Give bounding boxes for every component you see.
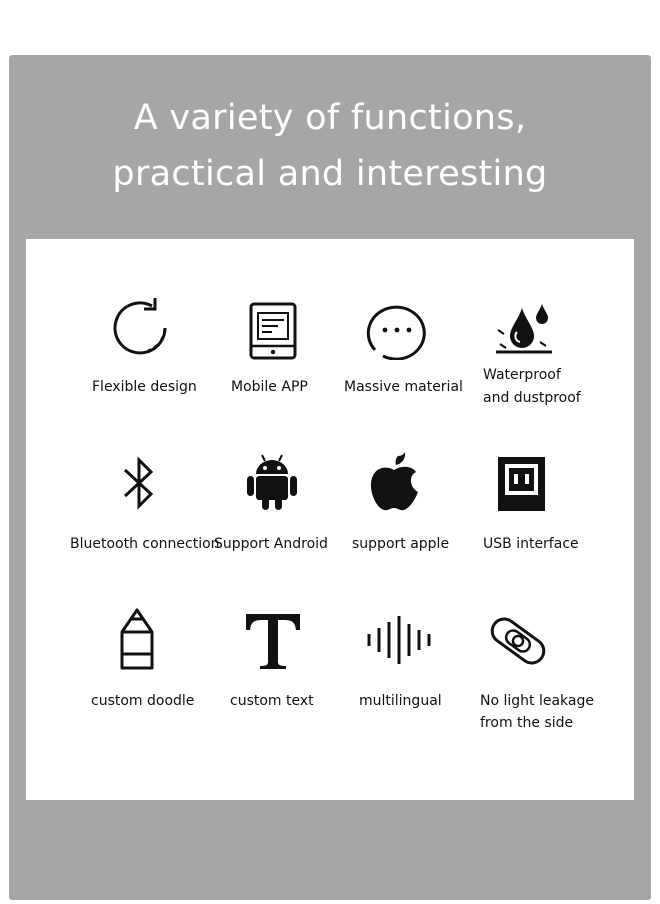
page-title-line-2: practical and interesting [112,154,548,194]
text-t-icon [244,612,302,670]
feature-label-bluetooth: Bluetooth connection [70,536,220,552]
feature-label-mobile-app: Mobile APP [231,379,308,395]
feature-label-custom-text: custom text [230,693,314,709]
apple-icon [368,452,420,512]
feature-label-flexible-design: Flexible design [92,379,197,395]
bluetooth-icon [119,454,159,512]
water-drop-icon [492,302,554,358]
feature-label-multilingual: multilingual [359,693,442,709]
refresh-icon [108,296,172,360]
feature-label-android: Support Android [214,536,328,552]
feature-label-no-light-leakage-line2: from the side [480,715,574,731]
light-seal-icon [486,612,550,670]
sound-wave-icon [366,614,432,666]
chat-bubble-icon [365,300,429,360]
feature-label-apple: support apple [352,536,450,552]
feature-label-waterproof: Waterproof [483,367,561,383]
pencil-icon [118,608,156,672]
page-title-line-1: A variety of functions, [133,98,527,138]
feature-label-massive-material: Massive material [344,379,463,395]
usb-icon [497,456,547,512]
android-icon [245,452,299,512]
feature-label-waterproof-line2: and dustproof [483,390,581,406]
feature-label-custom-doodle: custom doodle [91,693,195,709]
feature-label-usb: USB interface [483,536,579,552]
tablet-app-icon [248,302,298,360]
feature-label-no-light-leakage: No light leakage [480,693,594,709]
